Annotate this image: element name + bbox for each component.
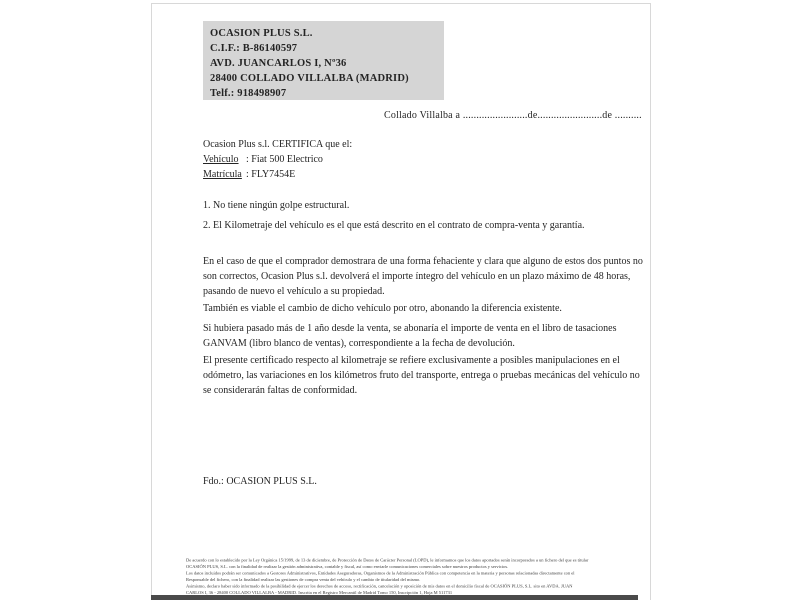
company-phone: Telf.: 918498907	[210, 88, 287, 99]
signature-line: Fdo.: OCASION PLUS S.L.	[203, 476, 317, 487]
paragraph-exchange: También es viable el cambio de dicho vehículo por otro, abonando la diferencia existente.	[203, 303, 562, 314]
paragraph-refund: En el caso de que el comprador demostrara de una forma fehaciente y clara que alguno de estos dos puntos no son correctos, Ocasion Plus s.l. devolverá el importe íntegro del vehículo en un plazo máximo de 48 horas, pasando de nuevo el vehículo a su propiedad.	[203, 256, 643, 297]
fine-print-line: OCASIÓN PLUS, S.L. con la finalidad de realizar la gestión administrativa, contable y fiscal, así como enviarle comunicaciones comerciales sobre nuestros productos y servicios.	[186, 564, 509, 569]
fine-print-line: De acuerdo con lo establecido por la Ley Orgánica 15/1999, de 13 de diciembre, de Protección de Datos de Carácter Personal (LOPD), le informamos que los datos aportados serán incorporados a un fichero del que es titular	[186, 557, 589, 563]
company-address: AVD. JUANCARLOS I, Nº36	[210, 58, 347, 69]
letterhead	[203, 21, 444, 100]
paragraph-odometer: El presente certificado respecto al kilometraje se refiere exclusivamente a posibles manipulaciones en el odómetro, las variaciones en los kilómetros fruto del transporte, entrega o pruebas mecánicas del vehículo no se considerarán faltas de conformidad.	[203, 355, 640, 396]
point-mileage: 2. El Kilometraje del vehículo es el que está descrito en el contrato de compra-venta y garantía.	[203, 220, 585, 231]
fine-print-line: Responsable del fichero, con la finalidad realizar las gestiones de compra venta del vehículo y el cambio de titularidad del mismo.	[186, 577, 421, 582]
company-cif: C.I.F.: B-86140597	[210, 43, 298, 54]
page-bottom-edge	[151, 595, 638, 600]
document-page	[151, 3, 651, 600]
vehicle-value: : Fiat 500 Electrico	[246, 154, 323, 165]
certification-block	[203, 137, 352, 182]
company-name: OCASION PLUS S.L.	[210, 28, 313, 39]
certify-intro: Ocasion Plus s.l. CERTIFICA que el:	[203, 139, 353, 150]
paragraph-ganvam: Si hubiera pasado más de 1 año desde la venta, se abonaría el importe de venta en el libro de tasaciones GANVAM (libro blanco de ventas), correspondiente a la fecha de devolución.	[203, 323, 617, 349]
plate-row	[203, 167, 352, 182]
fine-print-line: Asimismo, declaro haber sido informado de la posibilidad de ejercer los derechos de acceso, rectificación, cancelación y oposición de mis datos en el domicilio fiscal de OCASIÓN PLUS, S.L. sito en AVDA. JUAN	[186, 583, 573, 589]
fine-print-line: Los datos incluidos podrán ser comunicados a Gestores Administrativos, Entidades Aseguradoras, Organismos de la Administración Pública con competencia en la materia y personas relacionadas directamente con el	[186, 570, 575, 576]
date-line: Collado Villalba a ........................de........................de ..........	[384, 110, 642, 121]
point-structural: 1. No tiene ningún golpe estructural.	[203, 200, 350, 211]
fine-print	[186, 557, 622, 596]
vehicle-row	[203, 152, 352, 167]
fine-print-line: CARLOS I, 36 - 28400 COLLADO VILLALBA - MADRID. Inscrita en el Registro Mercantil de Madrid Tomo 150, Inscripción 1, Hoja M 511731	[186, 590, 453, 595]
plate-value: : FLY7454E	[246, 169, 296, 180]
plate-label: Matrícula	[203, 169, 242, 180]
vehicle-label: Vehículo	[203, 154, 239, 165]
company-city: 28400 COLLADO VILLALBA (MADRID)	[210, 73, 409, 84]
